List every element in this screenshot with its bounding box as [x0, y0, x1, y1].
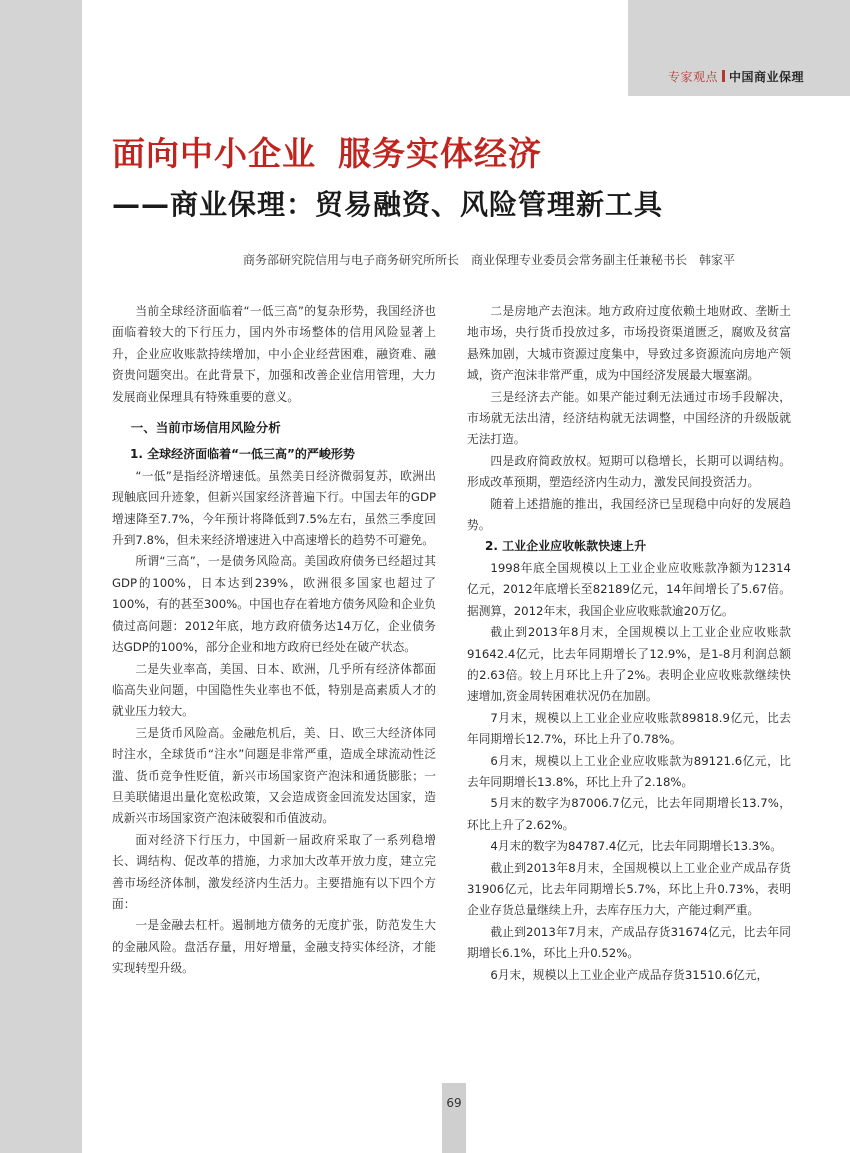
header-divider: [722, 70, 725, 82]
paragraph: 三是货币风险高。金融危机后，美、日、欧三大经济体同时注水，全球货币“注水”问题是非常严重，造成全球流动性泛滥、货币竞争性贬值，新兴市场国家资产泡沫和通货膨胀；一旦美联储退出量化宽松政策，又会造成资金回流发达国家，造成新兴市场国家资产泡沫破裂和币值波动。: [112, 725, 436, 826]
author-byline: 商务部研究院信用与电子商务研究所所长 商业保理专业委员会常务副主任兼秘书长 韩家平: [242, 253, 735, 267]
article-title: [112, 128, 542, 175]
article-subtitle: ——商业保理：贸易融资、风险管理新工具: [112, 188, 664, 221]
left-margin-band: [0, 0, 82, 1153]
article-title-left: 面向中小企业: [112, 134, 316, 173]
paragraph: 截止到2013年8月末，全国规模以上工业企业应收账款91642.4亿元，比去年同期增长了12.9%，是1-8月利润总额的2.63倍。较上月环比上升了2%。表明企业应收账款继续快速增加,资金周转困难状况仍在加剧。: [467, 625, 791, 704]
section-heading: 2. 工业企业应收帐款快速上升: [485, 539, 647, 554]
section-heading: 一、当前市场信用风险分析: [130, 420, 281, 436]
running-header: [668, 68, 804, 85]
page-number: 69: [446, 1096, 462, 1110]
paragraph: 5月末的数字为87006.7亿元，比去年同期增长13.7%，环比上升了2.62%。: [467, 796, 791, 832]
paragraph: 一是金融去杠杆。遏制地方债务的无度扩张，防范发生大的金融风险。盘活存量，用好增量，金融支持实体经济，才能实现转型升级。: [112, 918, 436, 976]
paragraph: 二是失业率高，美国、日本、欧洲，几乎所有经济体都面临高失业问题，中国隐性失业率也不低，特别是高素质人才的就业压力较大。: [112, 661, 436, 719]
page-number-bar: [442, 1083, 466, 1153]
article-title-right: 服务实体经济: [338, 134, 542, 173]
section-heading: 1. 全球经济面临着“一低三高”的严峻形势: [130, 447, 355, 462]
paragraph: 7月末，规模以上工业企业应收账款89818.9亿元，比去年同期增长12.7%，环比上升了0.78%。: [467, 710, 791, 747]
paragraph: 截止到2013年7月末，产成品存货31674亿元，比去年同期增长6.1%，环比上升0.52%。: [467, 924, 791, 961]
left-column: [112, 301, 436, 980]
magazine-name: 中国商业保理: [728, 70, 804, 84]
paragraph: 二是房地产去泡沫。地方政府过度依赖土地财政、垄断土地市场，央行货币投放过多，市场投资渠道匮乏，腐败及贫富悬殊加剧，大城市资源过度集中，导致过多资源流向房地产领域，资产泡沫非常严重，成为中国经济发展最大堰塞湖。: [467, 304, 791, 383]
paragraph: 4月末的数字为84787.4亿元，比去年同期增长13.3%。: [490, 839, 782, 854]
paragraph: 面对经济下行压力，中国新一届政府采取了一系列稳增长、调结构、促改革的措施，力求加大改革开放力度，建立完善市场经济体制，激发经济内生活力。主要措施有以下四个方面：: [112, 832, 436, 911]
paragraph: 6月末，规模以上工业企业产成品存货31510.6亿元，: [490, 967, 769, 982]
section-label: 专家观点: [667, 70, 718, 84]
paragraph: 截止到2013年8月末，全国规模以上工业企业产成品存货31906亿元，比去年同期增长5.7%，环比上升0.73%，表明企业存货总量继续上升，去库存压力大，产能过剩严重。: [467, 860, 791, 918]
right-column: [467, 301, 791, 986]
paragraph: 所谓“三高”，一是债务风险高。美国政府债务已经超过其GDP的100%，日本达到239%，欧洲很多国家也超过了100%，有的甚至300%。中国也存在着地方债务风险和企业负债过高问题：2012年底，地方政府债务达14万亿，企业债务达GDP的100%，部分企业和地方政府已经处在破产状态。: [112, 554, 436, 655]
paragraph: “一低”是指经济增速低。虽然美日经济微弱复苏，欧洲出现触底回升迹象，但新兴国家经济普遍下行。中国去年的GDP增速降至7.7%，今年预计将降低到7.5%左右，虽然三季度回升到7.8%，但未来经济增速进入中高速增长的趋势不可避免。: [112, 468, 436, 548]
paragraph: 6月末，规模以上工业企业应收账款为89121.6亿元，比去年同期增长13.8%，环比上升了2.18%。: [467, 753, 791, 789]
paragraph: 当前全球经济面临着“一低三高”的复杂形势，我国经济也面临着较大的下行压力，国内外市场整体的信用风险显著上升，企业应收账款持续增加，中小企业经营困难，融资难、融资贵问题突出。在此背景下，加强和改善企业信用管理，大力发展商业保理具有特殊重要的意义。: [112, 304, 436, 404]
paragraph: 随着上述措施的推出，我国经济已呈现稳中向好的发展趋势。: [467, 496, 791, 533]
paragraph: 三是经济去产能。如果产能过剩无法通过市场手段解决，市场就无法出清，经济结构就无法调整，中国经济的升级版就无法打造。: [467, 389, 791, 447]
paragraph: 四是政府简政放权。短期可以稳增长，长期可以调结构。形成改革预期，塑造经济内生动力，激发民间投资活力。: [467, 453, 791, 490]
paragraph: 1998年底全国规模以上工业企业应收账款净额为12314亿元，2012年底增长至82189亿元，14年间增长了5.67倍。据测算，2012年末，我国企业应收账款逾20万亿。: [467, 560, 791, 618]
